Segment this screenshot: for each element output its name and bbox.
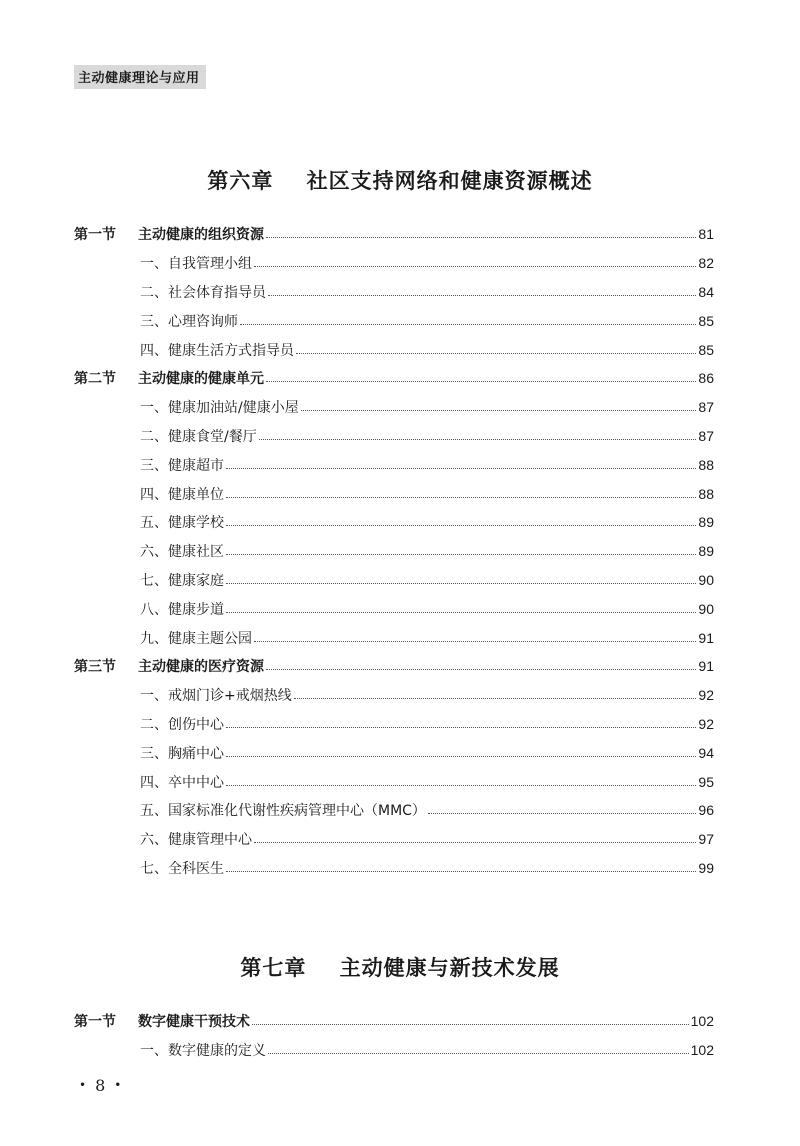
chapter-7-title: 第七章 主动健康与新技术发展 [240, 955, 560, 980]
toc-item-row[interactable] [74, 422, 714, 451]
page-number: 84 [698, 283, 714, 300]
dot-leader [266, 236, 696, 238]
item-title: 四、健康生活方式指导员 [140, 342, 294, 359]
dot-leader [226, 553, 696, 555]
page-number: 99 [698, 859, 714, 876]
toc-section-row[interactable] [74, 220, 714, 249]
item-title: 八、健康步道 [140, 601, 224, 618]
toc-item-row[interactable] [74, 479, 714, 508]
page-number: 88 [698, 456, 714, 473]
dot-leader [226, 611, 696, 613]
toc-item-row[interactable] [74, 1036, 714, 1065]
page-number: 95 [698, 773, 714, 790]
dot-leader [226, 524, 696, 526]
chapter-6-toc [74, 220, 714, 882]
toc-item-row[interactable] [74, 710, 714, 739]
item-title: 一、数字健康的定义 [140, 1043, 266, 1060]
page-number: 85 [698, 341, 714, 358]
toc-section-row[interactable] [74, 652, 714, 681]
dot-leader [240, 323, 696, 325]
dot-leader [226, 726, 696, 728]
section-title: 数字健康干预技术 [138, 1014, 250, 1031]
item-title: 二、健康食堂/餐厅 [140, 428, 257, 445]
toc-item-row[interactable] [74, 825, 714, 854]
toc-item-row[interactable] [74, 335, 714, 364]
item-title: 三、健康超市 [140, 457, 224, 474]
toc-section-row[interactable] [74, 364, 714, 393]
dot-leader [428, 812, 696, 814]
page-footer [70, 1076, 130, 1095]
item-title: 三、胸痛中心 [140, 745, 224, 762]
dot-leader [254, 640, 696, 642]
chapter-7-toc [74, 1007, 714, 1065]
page-number: 90 [698, 571, 714, 588]
dot-leader [226, 755, 696, 757]
page-number: 81 [698, 226, 714, 243]
bullet-icon: • [79, 1078, 87, 1092]
dot-leader [226, 582, 696, 584]
page-number: 94 [698, 744, 714, 761]
toc-item-row[interactable] [74, 278, 714, 307]
section-number: 第一节 [74, 227, 116, 244]
toc-section-row[interactable] [74, 1007, 714, 1036]
toc-item-row[interactable] [74, 306, 714, 335]
page-number: 92 [698, 687, 714, 704]
item-title: 七、全科医生 [140, 860, 224, 877]
page-number: 91 [698, 658, 714, 675]
item-title: 七、健康家庭 [140, 572, 224, 589]
toc-item-row[interactable] [74, 393, 714, 422]
dot-leader [226, 496, 696, 498]
toc-item-row[interactable] [74, 249, 714, 278]
item-title: 二、社会体育指导员 [140, 284, 266, 301]
dot-leader [266, 380, 696, 382]
item-title: 六、健康社区 [140, 544, 224, 561]
page-number: 87 [698, 399, 714, 416]
dot-leader [226, 467, 696, 469]
dot-leader [268, 294, 696, 296]
item-title: 四、健康单位 [140, 486, 224, 503]
page-number: 91 [698, 629, 714, 646]
page-number: 89 [698, 543, 714, 560]
footer-page-number: 8 [95, 1076, 106, 1095]
item-title: 一、健康加油站/健康小屋 [140, 400, 299, 417]
page-number: 89 [698, 514, 714, 531]
toc-item-row[interactable] [74, 450, 714, 479]
item-title: 九、健康主题公园 [140, 630, 252, 647]
book-title-tag: 主动健康理论与应用 [74, 65, 206, 89]
section-title: 主动健康的医疗资源 [138, 659, 264, 676]
toc-item-row[interactable] [74, 681, 714, 710]
toc-item-row[interactable] [74, 537, 714, 566]
toc-item-row[interactable] [74, 854, 714, 883]
page-number: 90 [698, 600, 714, 617]
page-number: 102 [690, 1042, 714, 1059]
item-title: 五、健康学校 [140, 515, 224, 532]
page-number: 96 [698, 802, 714, 819]
item-title: 二、创伤中心 [140, 716, 224, 733]
dot-leader [296, 352, 696, 354]
dot-leader [226, 870, 696, 872]
chapter-6-title: 第六章 社区支持网络和健康资源概述 [207, 168, 593, 193]
page-number: 87 [698, 427, 714, 444]
section-title: 主动健康的组织资源 [138, 227, 264, 244]
dot-leader [254, 265, 696, 267]
item-title: 四、卒中中心 [140, 774, 224, 791]
dot-leader [301, 409, 697, 411]
page-number: 82 [698, 255, 714, 272]
toc-item-row[interactable] [74, 767, 714, 796]
dot-leader [254, 841, 696, 843]
item-title: 五、国家标准化代谢性疾病管理中心（MMC） [140, 803, 426, 820]
item-title: 三、心理咨询师 [140, 313, 238, 330]
page-number: 85 [698, 312, 714, 329]
section-number: 第二节 [74, 371, 116, 388]
page-number: 97 [698, 831, 714, 848]
dot-leader [268, 1052, 689, 1054]
toc-item-row[interactable] [74, 623, 714, 652]
page-number: 86 [698, 370, 714, 387]
toc-item-row[interactable] [74, 594, 714, 623]
dot-leader [259, 438, 697, 440]
bullet-icon: • [114, 1078, 122, 1092]
dot-leader [226, 784, 696, 786]
toc-item-row[interactable] [74, 738, 714, 767]
page-number: 88 [698, 485, 714, 502]
toc-item-row[interactable] [74, 566, 714, 595]
dot-leader [266, 668, 696, 670]
dot-leader [294, 697, 697, 699]
dot-leader [252, 1023, 689, 1025]
toc-item-row[interactable] [74, 508, 714, 537]
section-title: 主动健康的健康单元 [138, 371, 264, 388]
item-title: 一、自我管理小组 [140, 256, 252, 273]
item-title: 一、戒烟门诊+戒烟热线 [140, 688, 292, 705]
section-number: 第三节 [74, 659, 116, 676]
item-title: 六、健康管理中心 [140, 832, 252, 849]
section-number: 第一节 [74, 1014, 116, 1031]
toc-item-row[interactable] [74, 796, 714, 825]
page-number: 92 [698, 715, 714, 732]
page-number: 102 [690, 1013, 714, 1030]
